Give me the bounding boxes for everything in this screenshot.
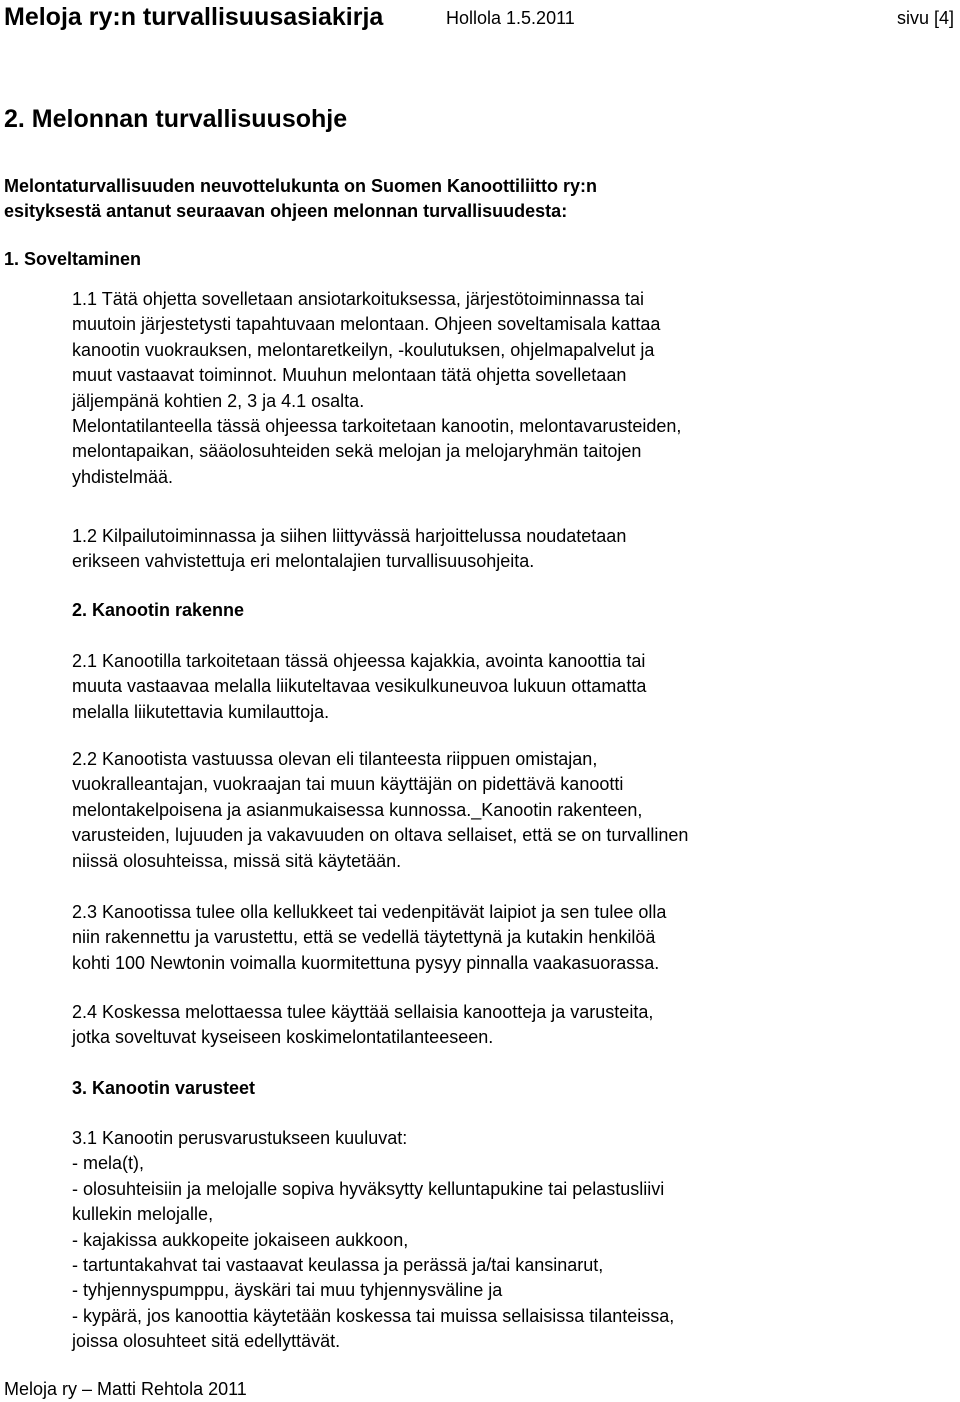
text-line: muuta vastaavaa melalla liikuteltavaa vesikulkuneuvoa lukuun ottamatta bbox=[72, 676, 647, 697]
text-line: joissa olosuhteet sitä edellyttävät. bbox=[72, 1331, 341, 1352]
paragraph-2-1 bbox=[72, 649, 646, 725]
text-line: niissä olosuhteissa, missä sitä käytetään. bbox=[72, 850, 402, 871]
text-line: 2.2 Kanootista vastuussa olevan eli tilanteesta riippuen omistajan, bbox=[72, 749, 598, 769]
text-line: Melontatilanteella tässä ohjeessa tarkoitetaan kanootin, melontavarusteiden, bbox=[72, 416, 682, 437]
paragraph-3-1 bbox=[72, 1126, 674, 1355]
paragraph-2-4 bbox=[72, 1000, 653, 1051]
list-item: - mela(t), bbox=[72, 1153, 144, 1174]
text-line: 2.3 Kanootissa tulee olla kellukkeet tai vedenpitävät laipiot ja sen tulee olla bbox=[72, 902, 667, 922]
text-line: muutoin järjestetysti tapahtuvaan melontaan. Ohjeen soveltamisala kattaa bbox=[72, 314, 661, 335]
text-line: 2.4 Koskessa melottaessa tulee käyttää sellaisia kanootteja ja varusteita, bbox=[72, 1002, 654, 1022]
intro-paragraph bbox=[4, 174, 904, 224]
text-line: esityksestä antanut seuraavan ohjeen melonnan turvallisuudesta: bbox=[4, 201, 568, 221]
list-item: - tyhjennyspumppu, äyskäri tai muu tyhjennysväline ja bbox=[72, 1280, 503, 1301]
subsection-title-1: 1. Soveltaminen bbox=[4, 249, 142, 269]
section-heading: 2. Melonnan turvallisuusohje bbox=[4, 105, 348, 133]
text-line: melontakelpoisena ja asianmukaisessa kunnossa._Kanootin rakenteen, bbox=[72, 799, 643, 820]
document-title: Meloja ry:n turvallisuusasiakirja bbox=[4, 3, 384, 31]
footer-text: Meloja ry – Matti Rehtola 2011 bbox=[4, 1379, 247, 1399]
paragraph-2-2 bbox=[72, 747, 688, 874]
text-line: melontapaikan, sääolosuhteiden sekä melojan ja melojaryhmän taitojen bbox=[72, 441, 642, 462]
page-number: sivu [4] bbox=[896, 8, 954, 28]
paragraph-1-1 bbox=[72, 287, 681, 490]
list-item: - tartuntakahvat tai vastaavat keulassa ja perässä ja/tai kansinarut, bbox=[72, 1255, 604, 1276]
subsection-title-3: 3. Kanootin varusteet bbox=[72, 1078, 256, 1098]
text-line: kohti 100 Newtonin voimalla kuormitettuna pysyy pinnalla vaakasuorassa. bbox=[72, 952, 660, 973]
text-line: 2.1 Kanootilla tarkoitetaan tässä ohjeessa kajakkia, avointa kanoottia tai bbox=[72, 651, 646, 671]
paragraph-1-2 bbox=[72, 524, 626, 575]
list-item: - kypärä, jos kanoottia käytetään koskessa tai muissa sellaisissa tilanteissa, bbox=[72, 1305, 675, 1326]
text-line: vuokralleantajan, vuokraajan tai muun käyttäjän on pidettävä kanootti bbox=[72, 774, 624, 795]
list-item: - kajakissa aukkopeite jokaiseen aukkoon, bbox=[72, 1229, 409, 1250]
text-line: jäljempänä kohtien 2, 3 ja 4.1 osalta. bbox=[72, 390, 365, 411]
text-line: muut vastaavat toiminnot. Muuhun melontaan tätä ohjetta sovelletaan bbox=[72, 365, 627, 386]
text-line: melalla liikutettavia kumilauttoja. bbox=[72, 701, 330, 722]
text-line: jotka soveltuvat kyseiseen koskimelontatilanteeseen. bbox=[72, 1027, 494, 1048]
text-line: varusteiden, lujuuden ja vakavuuden on oltava sellaiset, että se on turvallinen bbox=[72, 825, 689, 846]
location-date: Hollola 1.5.2011 bbox=[446, 8, 575, 28]
text-line: 3.1 Kanootin perusvarustukseen kuuluvat: bbox=[72, 1128, 408, 1148]
paragraph-2-3 bbox=[72, 900, 666, 976]
text-line: erikseen vahvistettuja eri melontalajien turvallisuusohjeita. bbox=[72, 551, 535, 572]
text-line: niin rakennettu ja varustettu, että se vedellä täytettynä ja kutakin henkilöä bbox=[72, 927, 656, 948]
text-line: kanootin vuokrauksen, melontaretkeilyn, -koulutuksen, ohjelmapalvelut ja bbox=[72, 339, 655, 360]
text-line: 1.1 Tätä ohjetta sovelletaan ansiotarkoituksessa, järjestötoiminnassa tai bbox=[72, 289, 644, 309]
text-line: yhdistelmää. bbox=[72, 466, 174, 487]
text-line: 1.2 Kilpailutoiminnassa ja siihen liittyvässä harjoittelussa noudatetaan bbox=[72, 526, 627, 546]
subsection-title-2: 2. Kanootin rakenne bbox=[72, 600, 245, 620]
list-item: - olosuhteisiin ja melojalle sopiva hyväksytty kelluntapukine tai pelastusliivi bbox=[72, 1178, 665, 1199]
text-line: kullekin melojalle, bbox=[72, 1204, 214, 1225]
text-line: Melontaturvallisuuden neuvottelukunta on Suomen Kanoottiliitto ry:n bbox=[4, 176, 598, 196]
